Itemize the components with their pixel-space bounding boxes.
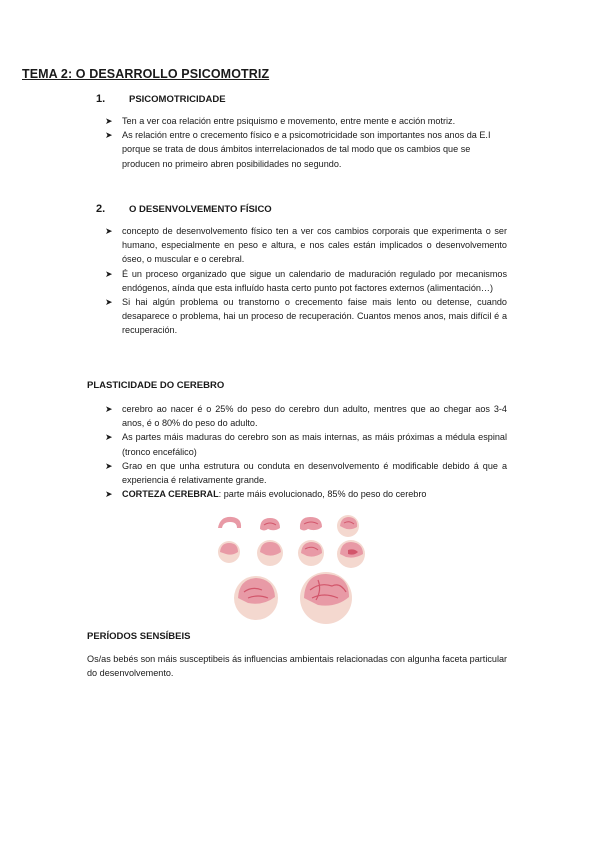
brain-stage-7 [298, 540, 324, 566]
section-1-number: 1. [96, 93, 106, 105]
list-item: ➤ Si hai algún problema ou transtorno o crecemento faise mais lento ou detense, cuando desaparece o problema, hai un proceso de recuperación. Cuantos menos anos, mais difícil é a recuperación. [105, 297, 507, 336]
arrow-bullet-icon: ➤ [105, 268, 113, 279]
arrow-bullet-icon: ➤ [105, 297, 113, 308]
list-item: ➤ concepto de desenvolvemento físico ten a ver cos cambios corporais que experimenta o ser humano, especialmente en peso e altura, e nos cales están implicados o desenvolvemento óseo, o muscular e o cerebral. [105, 226, 507, 265]
brain-stage-8 [337, 540, 365, 568]
list-item: ➤ cerebro ao nacer é o 25% do peso do cerebro dun adulto, mentres que ao chegar aos 3-4 anos, é o 80% do peso do adulto. [105, 404, 507, 429]
periodos-paragraph: Os/as bebés son máis susceptibeis ás influencias ambientais relacionadas con algunha faceta particular do desenvolvemento. [87, 654, 508, 679]
arrow-bullet-icon: ➤ [105, 460, 113, 471]
section-1-title: PSICOMOTRICIDADE [129, 94, 226, 105]
plasticidade-list [105, 402, 507, 501]
brain-stage-6 [257, 540, 283, 566]
brain-stage-1 [218, 517, 241, 528]
section-1-list [105, 114, 507, 171]
corteza-text: : parte máis evolucionado, 85% do peso do cerebro [218, 489, 427, 500]
list-item: ➤ Ten a ver coa relación entre psiquismo e movemento, entre mente e acción motriz. [105, 114, 507, 128]
list-item: ➤ As relación entre o crecemento físico e a psicomotricidade son importantes nos anos da E.I porque se trata de dous ámbitos interrelacionados de tal modo que os cambios que se producen no primeiro abren posibilidades no segundo. [105, 130, 491, 169]
page-title: TEMA 2: O DESARROLLO PSICOMOTRIZ [22, 67, 270, 81]
arrow-bullet-icon: ➤ [105, 116, 113, 126]
arrow-bullet-icon: ➤ [105, 130, 113, 141]
corteza-label: CORTEZA CEREBRAL [122, 489, 219, 500]
arrow-bullet-icon: ➤ [105, 226, 113, 236]
brain-development-figure [208, 510, 378, 628]
list-item: ➤ As partes máis maduras do cerebro son as mais internas, as máis próximas a médula espinal (tronco encefálico) [105, 432, 507, 457]
list-item: ➤ Grao en que unha estrutura ou conduta en desenvolvemento é modificable debido á que a experiencia é relativamente grande. [105, 460, 507, 486]
section-2-list [105, 224, 507, 338]
periodos-heading: PERÍODOS SENSÍBEIS [87, 631, 191, 642]
brain-stage-3 [300, 517, 322, 531]
plasticidade-heading: PLASTICIDADE DO CEREBRO [87, 380, 225, 391]
brain-stage-10 [300, 572, 352, 624]
section-2-title: O DESENVOLVEMENTO FÍSICO [129, 204, 272, 215]
arrow-bullet-icon: ➤ [105, 432, 113, 443]
arrow-bullet-icon: ➤ [105, 404, 113, 414]
section-2-number: 2. [96, 203, 106, 215]
brain-stage-4 [337, 515, 359, 537]
list-item: ➤ É un proceso organizado que sigue un calendario de maduración regulado por mecanismos endógenos, aínda que esta influído hasta certo punto pot factores externos (alimentación…) [105, 268, 507, 293]
section-1-heading [96, 93, 226, 105]
list-item [105, 487, 507, 501]
section-2-heading [96, 203, 272, 215]
brain-stage-5 [218, 541, 240, 563]
arrow-bullet-icon: ➤ [105, 489, 113, 500]
brain-stage-9 [234, 576, 278, 620]
brain-stage-2 [260, 518, 280, 531]
